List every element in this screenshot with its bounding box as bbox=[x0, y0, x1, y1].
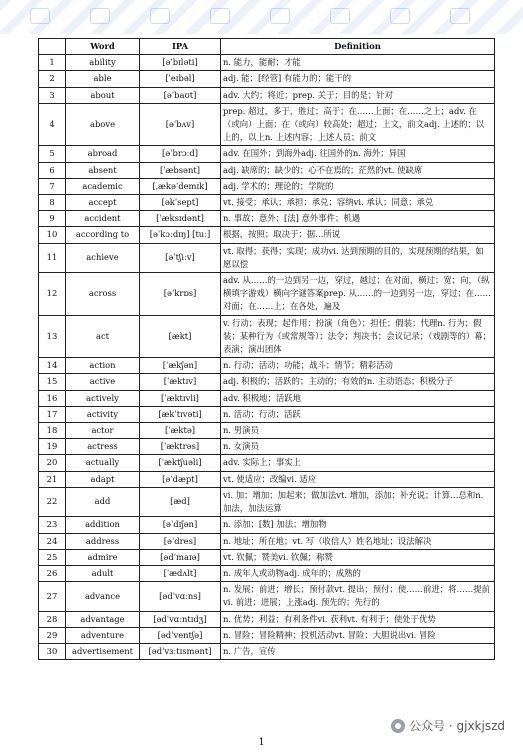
word-cell: absent bbox=[66, 162, 140, 178]
watermark-logo-icon bbox=[450, 8, 470, 24]
ipa-cell: [əˈkrɒs] bbox=[140, 273, 221, 316]
table-row bbox=[39, 87, 495, 103]
word-cell: advance bbox=[66, 582, 140, 611]
page-number: 1 bbox=[258, 737, 265, 748]
row-number: 7 bbox=[39, 178, 66, 194]
table-row bbox=[39, 487, 495, 516]
ipa-cell: [ˈæktʃuəli] bbox=[140, 455, 221, 471]
watermark-logo-icon bbox=[30, 8, 50, 24]
definition-cell: n. 男演员 bbox=[221, 423, 495, 439]
definition-cell: adj. 能；[经管] 有能力的；能干的 bbox=[221, 71, 495, 87]
ipa-cell: [ˈæbsənt] bbox=[140, 162, 221, 178]
word-cell: accept bbox=[66, 195, 140, 211]
ipa-cell: [ədˈventʃə] bbox=[140, 627, 221, 643]
table-row bbox=[39, 439, 495, 455]
word-cell: actress bbox=[66, 439, 140, 455]
word-cell: accident bbox=[66, 211, 140, 227]
definition-cell: n. 成年人或动物adj. 成年的；成熟的 bbox=[221, 565, 495, 581]
ipa-cell: [ədˈvɑːns] bbox=[140, 582, 221, 611]
row-number: 1 bbox=[39, 55, 66, 71]
table-row bbox=[39, 146, 495, 162]
ipa-cell: [ˈeɪbəl] bbox=[140, 71, 221, 87]
row-number: 20 bbox=[39, 455, 66, 471]
word-cell: academic bbox=[66, 178, 140, 194]
row-number: 14 bbox=[39, 358, 66, 374]
definition-cell: n. 行动；活动；功能；战斗；情节；精彩活动 bbox=[221, 358, 495, 374]
row-number: 16 bbox=[39, 390, 66, 406]
ipa-cell: [ækˈtɪvəti] bbox=[140, 406, 221, 422]
word-cell: action bbox=[66, 358, 140, 374]
word-cell: actually bbox=[66, 455, 140, 471]
word-cell: addition bbox=[66, 517, 140, 533]
table-row bbox=[39, 227, 495, 243]
row-number: 18 bbox=[39, 423, 66, 439]
definition-cell: n. 事故；意外；[法] 意外事件；机遇 bbox=[221, 211, 495, 227]
ipa-cell: [ədˈmaɪə] bbox=[140, 549, 221, 565]
row-number: 19 bbox=[39, 439, 66, 455]
ipa-cell: [əˈbrɔːd] bbox=[140, 146, 221, 162]
table-row bbox=[39, 162, 495, 178]
table-row bbox=[39, 471, 495, 487]
row-number: 21 bbox=[39, 471, 66, 487]
table-row bbox=[39, 549, 495, 565]
ipa-cell: [ˈæktə] bbox=[140, 423, 221, 439]
word-cell: according to bbox=[66, 227, 140, 243]
ipa-cell: [əˈdres] bbox=[140, 533, 221, 549]
table-row bbox=[39, 627, 495, 643]
definition-cell: adv. 从……的一边到另一边，穿过，越过；在对面，横过；宽；向，（纵横填字游戏）横向字谜答案prep. 从……的一边到另一边，穿过；在……对面；在……上；在各处，遍及 bbox=[221, 273, 495, 316]
table-row bbox=[39, 71, 495, 87]
watermark-band bbox=[0, 0, 523, 34]
table-row bbox=[39, 533, 495, 549]
definition-cell: prep. 超过，多于，胜过；高于；在……上面；在……之上；adv. 在（或向）上面；在（或向）较高处；超过；上文，前文adj. 上述的；以上的，以上n. 上述内容；上述人员；前文 bbox=[221, 103, 495, 146]
ipa-cell: [əˈdɪʃən] bbox=[140, 517, 221, 533]
table-row bbox=[39, 517, 495, 533]
ipa-cell: [æd] bbox=[140, 487, 221, 516]
word-cell: add bbox=[66, 487, 140, 516]
watermark-logo-icon bbox=[90, 8, 110, 24]
word-cell: admire bbox=[66, 549, 140, 565]
row-number: 4 bbox=[39, 103, 66, 146]
word-cell: activity bbox=[66, 406, 140, 422]
row-number: 11 bbox=[39, 243, 66, 272]
row-number: 27 bbox=[39, 582, 66, 611]
row-number: 22 bbox=[39, 487, 66, 516]
word-cell: adventure bbox=[66, 627, 140, 643]
ipa-cell: [əˈbaʊt] bbox=[140, 87, 221, 103]
column-header-word: Word bbox=[66, 39, 140, 55]
definition-cell: vt. 使适应；改编vi. 适应 bbox=[221, 471, 495, 487]
definition-cell: vt. 取得；获得；实现；成功vi. 达到预期的目的，实现预期的结果，如愿以偿 bbox=[221, 243, 495, 272]
definition-cell: vt. 接受；承认；承担；承兑；容纳vi. 承认；同意；承兑 bbox=[221, 195, 495, 211]
table-row bbox=[39, 243, 495, 272]
row-number: 13 bbox=[39, 315, 66, 358]
watermark-logo-icon bbox=[330, 8, 350, 24]
ipa-cell: [əˈbɪləti] bbox=[140, 55, 221, 71]
wechat-account-icon bbox=[391, 719, 405, 733]
word-cell: ability bbox=[66, 55, 140, 71]
table-body bbox=[39, 55, 495, 660]
ipa-cell: [ˈæksɪdənt] bbox=[140, 211, 221, 227]
definition-cell: n. 添加；[数] 加法；增加物 bbox=[221, 517, 495, 533]
word-cell: across bbox=[66, 273, 140, 316]
watermark-logo-icon bbox=[270, 8, 290, 24]
word-cell: about bbox=[66, 87, 140, 103]
row-number: 17 bbox=[39, 406, 66, 422]
row-number: 26 bbox=[39, 565, 66, 581]
ipa-cell: [ˌækəˈdemɪk] bbox=[140, 178, 221, 194]
row-number: 3 bbox=[39, 87, 66, 103]
word-cell: able bbox=[66, 71, 140, 87]
table-row bbox=[39, 195, 495, 211]
row-number: 29 bbox=[39, 627, 66, 643]
definition-cell: n. 发展；前进；增长；预付款vt. 提出；预付；使……前进；将……提前vi. 前进；进展；上涨adj. 预先的；先行的 bbox=[221, 582, 495, 611]
row-number: 15 bbox=[39, 374, 66, 390]
column-header-definition: Definition bbox=[221, 39, 495, 55]
table-row bbox=[39, 178, 495, 194]
row-number: 9 bbox=[39, 211, 66, 227]
row-number: 5 bbox=[39, 146, 66, 162]
definition-cell: n. 活动；行动；活跃 bbox=[221, 406, 495, 422]
word-cell: active bbox=[66, 374, 140, 390]
row-number: 28 bbox=[39, 611, 66, 627]
ipa-cell: [əˈkɔːdɪŋ] [tuː] bbox=[140, 227, 221, 243]
ipa-cell: [ˈæktɪv] bbox=[140, 374, 221, 390]
row-number: 12 bbox=[39, 273, 66, 316]
table-row bbox=[39, 406, 495, 422]
word-cell: abroad bbox=[66, 146, 140, 162]
table-row bbox=[39, 390, 495, 406]
row-number: 2 bbox=[39, 71, 66, 87]
definition-cell: adj. 学术的；理论的；学院的 bbox=[221, 178, 495, 194]
row-number: 23 bbox=[39, 517, 66, 533]
row-number: 30 bbox=[39, 643, 66, 659]
definition-cell: n. 能力，能耐；才能 bbox=[221, 55, 495, 71]
definition-cell: adv. 在国外；到海外adj. 往国外的n. 海外；异国 bbox=[221, 146, 495, 162]
table-row bbox=[39, 582, 495, 611]
table-row bbox=[39, 423, 495, 439]
table-header-row bbox=[39, 39, 495, 55]
definition-cell: vi. 加；增加；加起来；做加法vt. 增加，添加；补充说；计算…总和n. 加法，加法运算 bbox=[221, 487, 495, 516]
word-cell: above bbox=[66, 103, 140, 146]
row-number: 24 bbox=[39, 533, 66, 549]
table-row bbox=[39, 55, 495, 71]
definition-cell: v. 行动；表现；起作用；扮演（角色）；担任；假装；代理n. 行为；假装；某种行为（或常规等）；法令；判决书；会议记录；（戏剧等的）幕；表演；演出团体 bbox=[221, 315, 495, 358]
ipa-cell: [əˈdæpt] bbox=[140, 471, 221, 487]
word-cell: actively bbox=[66, 390, 140, 406]
table-row bbox=[39, 611, 495, 627]
table-row bbox=[39, 643, 495, 659]
ipa-cell: [ˈæktɪvli] bbox=[140, 390, 221, 406]
table-row bbox=[39, 455, 495, 471]
ipa-cell: [ˈædʌlt] bbox=[140, 565, 221, 581]
column-header-number bbox=[39, 39, 66, 55]
word-cell: achieve bbox=[66, 243, 140, 272]
definition-cell: n. 冒险；冒险精神；投机活动vt. 冒险；大胆说出vi. 冒险 bbox=[221, 627, 495, 643]
definition-cell: n. 广告，宣传 bbox=[221, 643, 495, 659]
word-cell: advantage bbox=[66, 611, 140, 627]
table-row bbox=[39, 273, 495, 316]
definition-cell: vt. 钦佩；赞美vi. 钦佩；称赞 bbox=[221, 549, 495, 565]
word-cell: adapt bbox=[66, 471, 140, 487]
word-cell: act bbox=[66, 315, 140, 358]
ipa-cell: [ədˈvɜːtɪsmənt] bbox=[140, 643, 221, 659]
definition-cell: adj. 积极的；活跃的；主动的；有效的n. 主动语态；积极分子 bbox=[221, 374, 495, 390]
ipa-cell: [ˈækʃən] bbox=[140, 358, 221, 374]
word-cell: actor bbox=[66, 423, 140, 439]
vocabulary-table bbox=[38, 38, 495, 660]
table-row bbox=[39, 565, 495, 581]
table-row bbox=[39, 211, 495, 227]
table-row bbox=[39, 358, 495, 374]
ipa-cell: [ˈæktrəs] bbox=[140, 439, 221, 455]
table-row bbox=[39, 315, 495, 358]
definition-cell: adv. 积极地；活跃地 bbox=[221, 390, 495, 406]
wechat-account-badge bbox=[387, 715, 509, 736]
definition-cell: adv. 大约；将近；prep. 关于；目的是；针对 bbox=[221, 87, 495, 103]
word-cell: advertisement bbox=[66, 643, 140, 659]
definition-cell: 根据，按照；取决于；据…所说 bbox=[221, 227, 495, 243]
row-number: 6 bbox=[39, 162, 66, 178]
watermark-logo-icon bbox=[150, 8, 170, 24]
definition-cell: n. 地址；所在地；vt. 写（收信人）姓名地址；设法解决 bbox=[221, 533, 495, 549]
row-number: 8 bbox=[39, 195, 66, 211]
word-cell: adult bbox=[66, 565, 140, 581]
row-number: 25 bbox=[39, 549, 66, 565]
definition-cell: n. 优势；利益；有利条件vi. 获利vt. 有利于；使处于优势 bbox=[221, 611, 495, 627]
definition-cell: adj. 缺席的；缺少的；心不在焉的；茫然的vt. 使缺席 bbox=[221, 162, 495, 178]
table-row bbox=[39, 103, 495, 146]
column-header-ipa: IPA bbox=[140, 39, 221, 55]
watermark-logo-icon bbox=[390, 8, 410, 24]
ipa-cell: [ədˈvɑːntɪdʒ] bbox=[140, 611, 221, 627]
table-row bbox=[39, 374, 495, 390]
ipa-cell: [ækt] bbox=[140, 315, 221, 358]
definition-cell: adv. 实际上；事实上 bbox=[221, 455, 495, 471]
watermark-logo-icon bbox=[210, 8, 230, 24]
word-cell: address bbox=[66, 533, 140, 549]
ipa-cell: [əˈtʃiːv] bbox=[140, 243, 221, 272]
ipa-cell: [əkˈsept] bbox=[140, 195, 221, 211]
ipa-cell: [əˈbʌv] bbox=[140, 103, 221, 146]
row-number: 10 bbox=[39, 227, 66, 243]
definition-cell: n. 女演员 bbox=[221, 439, 495, 455]
account-name: 公众号 · gjxkjszd bbox=[409, 719, 505, 733]
